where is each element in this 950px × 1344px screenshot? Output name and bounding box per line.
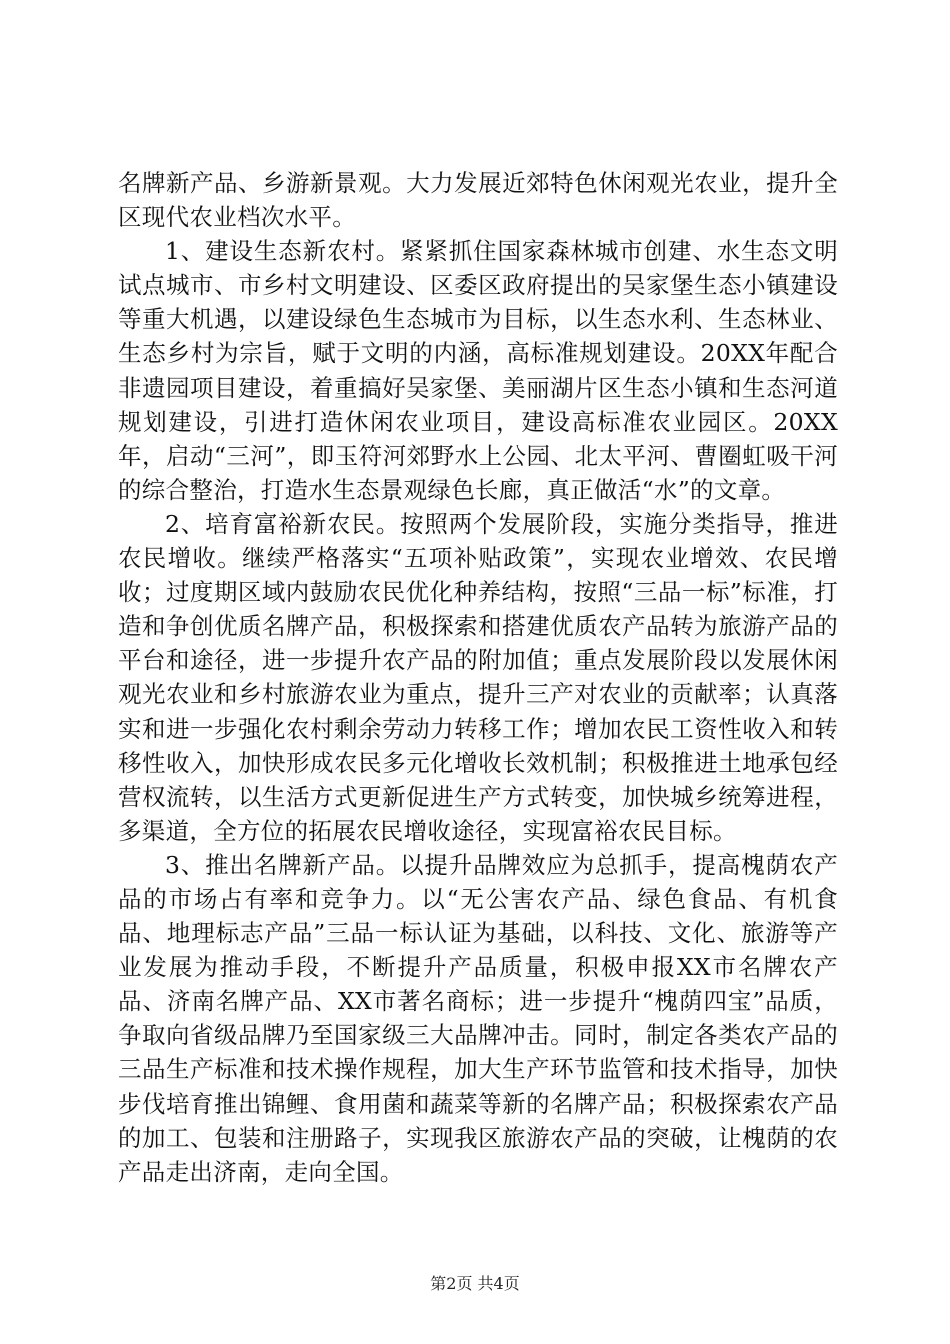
paragraph-continuation: 名牌新产品、乡游新景观。大力发展近郊特色休闲观光农业，提升全区现代农业档次水平。: [118, 169, 838, 232]
page-number-footer: 第2页 共4页: [430, 1274, 520, 1293]
paragraph-prosperous-farmers: 2、培育富裕新农民。按照两个发展阶段，实施分类指导，推进农民增收。继续严格落实“五项补贴政策”，实现农业增效、农民增收；过度期区域内鼓励农民优化种养结构，按照“三品一标”标准，打造和争创优质名牌产品，积极探索和搭建优质农产品转为旅游产品的平台和途径，进一步提升农产品的附加值；重点发展阶段以发展休闲观光农业和乡村旅游农业为重点，提升三产对农业的贡献率；认真落实和进一步强化农村剩余劳动力转移工作；增加农民工资性收入和转移性收入，加快形成农民多元化增收长效机制；积极推进土地承包经营权流转，以生活方式更新促进生产方式转变，加快城乡统筹进程，多渠道，全方位的拓展农民增收途径，实现富裕农民目标。: [118, 509, 838, 845]
paragraph-ecological-village: 1、建设生态新农村。紧紧抓住国家森林城市创建、水生态文明试点城市、市乡村文明建设、区委区政府提出的吴家堡生态小镇建设等重大机遇，以建设绿色生态城市为目标，以生态水利、生态林业、生态乡村为宗旨，赋于文明的内涵，高标准规划建设。20XX年配合非遗园项目建设，着重搞好吴家堡、美丽湖片区生态小镇和生态河道规划建设，引进打造休闲农业项目，建设高标准农业园区。20XX年，启动“三河”，即玉符河郊野水上公园、北太平河、曹圈虹吸干河的综合整治，打造水生态景观绿色长廊，真正做活“水”的文章。: [118, 237, 838, 504]
document-body: [118, 166, 838, 1189]
paragraph-brand-products: 3、推出名牌新产品。以提升品牌效应为总抓手，提高槐荫农产品的市场占有率和竞争力。以“无公害农产品、绿色食品、有机食品、地理标志产品”三品一标认证为基础，以科技、文化、旅游等产业发展为推动手段，不断提升产品质量，积极申报XX市名牌农产品、济南名牌产品、XX市著名商标；进一步提升“槐荫四宝”品质，争取向省级品牌乃至国家级三大品牌冲击。同时，制定各类农产品的三品生产标准和技术操作规程，加大生产环节监管和技术指导，加快步伐培育推出锦鲤、食用菌和蔬菜等新的名牌产品；积极探索农产品的加工、包装和注册路子，实现我区旅游农产品的突破，让槐荫的农产品走出济南，走向全国。: [118, 850, 838, 1186]
